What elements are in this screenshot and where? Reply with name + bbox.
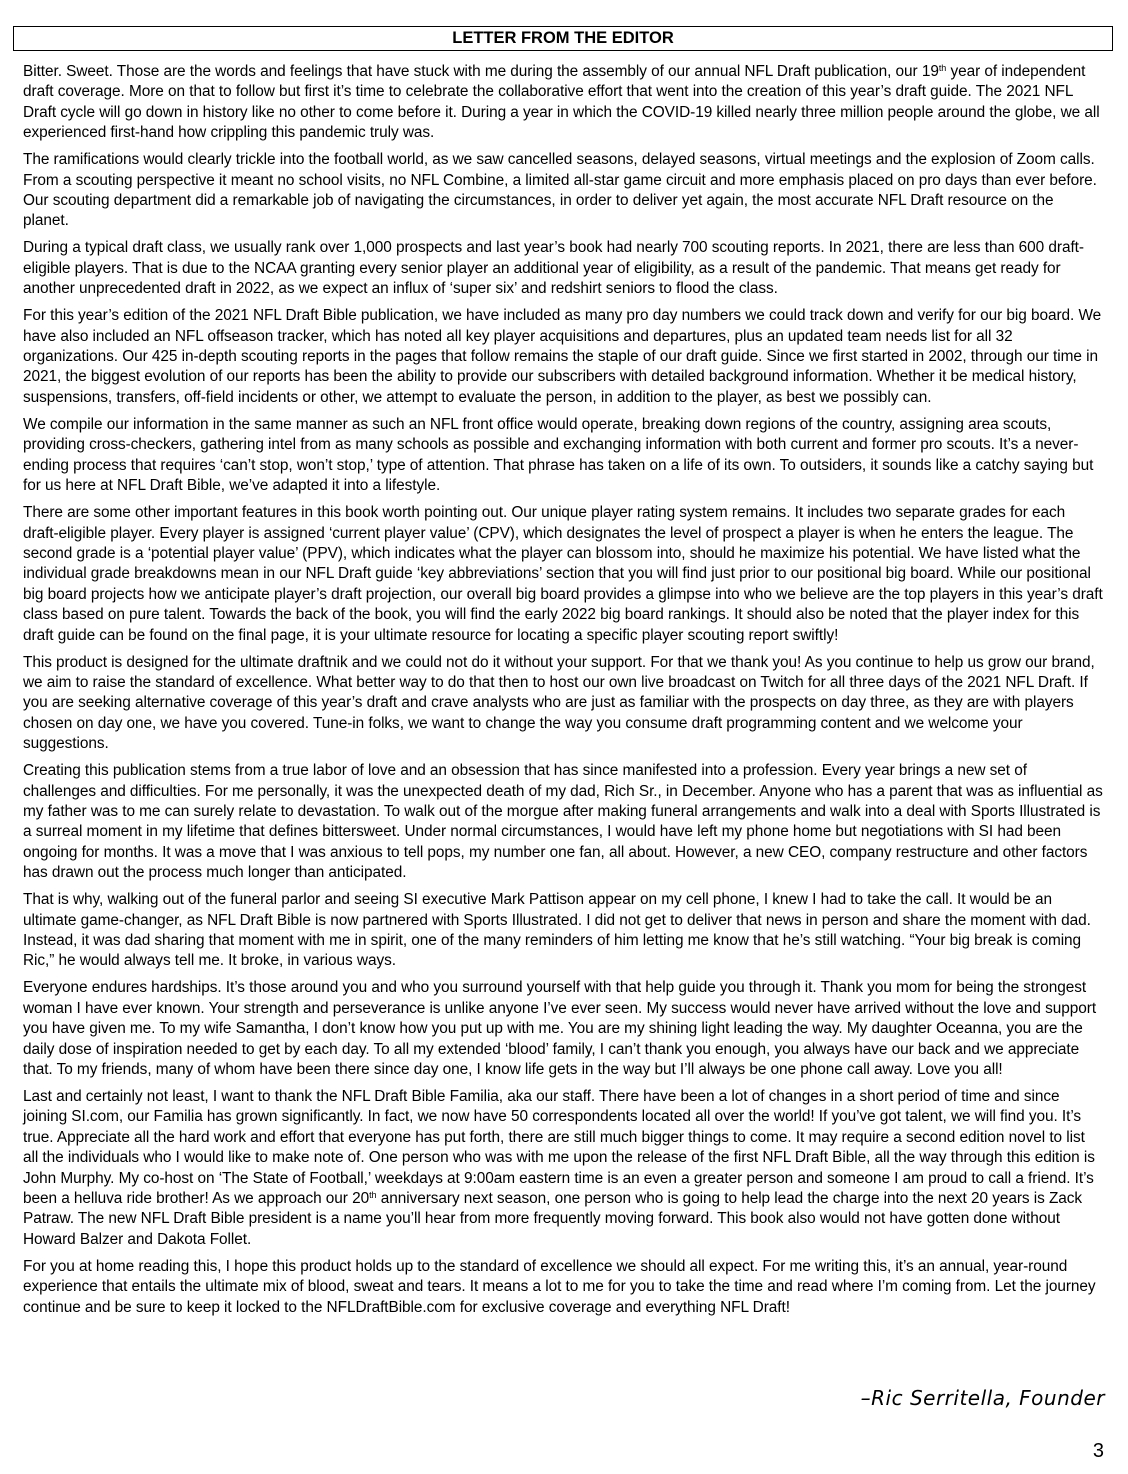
signature: –Ric Serritella, Founder bbox=[860, 1386, 1105, 1410]
body-paragraph: For this year’s edition of the 2021 NFL Draft Bible publication, we have included as many pro day numbers we could track down and verify for our big board. We have also included an NFL offseason tracker, which has noted all key player acquisitions and departures, plus an updated team needs list for all 32 organizations. Our 425 in-depth scouting reports in the pages that follow remains the staple of our draft guide. Since we first started in 2002, through our time in 2021, the biggest evolution of our reports has been the ability to provide our subscribers with detailed background information. Whether it be medical history, suspensions, transfers, off-field incidents or other, we attempt to evaluate the person, in addition to the player, as best we possibly can. bbox=[23, 307, 1102, 406]
page-title: LETTER FROM THE EDITOR bbox=[13, 26, 1113, 51]
body-paragraph: Last and certainly not least, I want to thank the NFL Draft Bible Familia, aka our staff. There have been a lot of changes in a short period of time and since joining SI.com, our Familia has grown significantly. In fact, we now have 50 correspondents located all over the world! If you’ve got talent, we will find you. It’s true. Appreciate all the hard work and effort that everyone has put forth, there are still much bigger things to come. It may require a second edition novel to list all the individuals who I would like to make note of. One person who was with me upon the release of the first NFL Draft Bible, all the way through this edition is John Murphy. My co-host on ‘The State of Football,’ weekdays at 9:00am eastern time is an even a greater person and someone I am proud to call a friend. It’s been a helluva ride brother! As we approach our 20th anniversary next season, one person who is going to help lead the charge into the next 20 years is Zack Patraw. The new NFL Draft Bible president is a name you’ll hear from more frequently moving forward. This book also would not have gotten done without Howard Balzer and Dakota Follet. bbox=[23, 1088, 1095, 1248]
body-paragraph: Bitter. Sweet. Those are the words and feelings that have stuck with me during the assembly of our annual NFL Draft publication, our 19th year of independent draft coverage. More on that to follow but first it’s time to celebrate the collaborative effort that went into the creation of this year’s draft guide. The 2021 NFL Draft cycle will go down in history like no other to come before it. During a year in which the COVID-19 killed nearly three million people around the globe, we all experienced first-hand how crippling this pandemic truly was. bbox=[23, 63, 1100, 142]
body-paragraph: That is why, walking out of the funeral parlor and seeing SI executive Mark Pattison appear on my cell phone, I knew I had to take the call. It would be an ultimate game-changer, as NFL Draft Bible is now partnered with Sports Illustrated. I did not get to deliver that news in person and share the moment with dad. Instead, it was dad sharing that moment with me in spirit, one of the many reminders of him letting me know that he’s still watching. “Your big break is coming Ric,” he would always tell me. It broke, in various ways. bbox=[23, 891, 1091, 970]
body-paragraph: This product is designed for the ultimate draftnik and we could not do it without your support. For that we thank you! As you continue to help us grow our brand, we aim to raise the standard of excellence. What better way to do that then to host our own live broadcast on Twitch for all three days of the 2021 NFL Draft. If you are seeking alternative coverage of this year’s draft and crave analysts who are just as familiar with the prospects on day three, as they are with players chosen on day one, we have you covered. Tune-in folks, we want to change the way you consume draft programming content and we welcome your suggestions. bbox=[23, 653, 1095, 753]
body-paragraph: The ramifications would clearly trickle into the football world, as we saw cancelled seasons, delayed seasons, virtual meetings and the explosion of Zoom calls. From a scouting perspective it meant no school visits, no NFL Combine, a limited all-star game circuit and more emphasis placed on pro days than ever before. Our scouting department did a remarkable job of navigating the circumstances, in order to deliver yet again, the most accurate NFL Draft resource on the planet. bbox=[23, 151, 1097, 230]
body-paragraph: Everyone endures hardships. It’s those around you and who you surround yourself with that help guide you through it. Thank you mom for being the strongest woman I have ever known. Your strength and perseverance is unlike anyone I’ve ever seen. My success would never have arrived without the love and support you have given me. To my wife Samantha, I don’t know how you put up with me. You are my shining light leading the way. My daughter Oceanna, you are the daily dose of inspiration needed to get by each day. To all my extended ‘blood’ family, I can’t thank you enough, you always have our back and we appreciate that. To my friends, many of whom have been there since day one, I know life gets in the way but I’ll always be one phone call away. Love you all! bbox=[23, 979, 1097, 1079]
body-paragraph: There are some other important features in this book worth pointing out. Our unique player rating system remains. It includes two separate grades for each draft-eligible player. Every player is assigned ‘current player value’ (CPV), which designates the level of prospect a player is when he enters the league. The second grade is a ‘potential player value’ (PPV), which indicates what the player can blossom into, should he maximize his potential. We have listed what the individual grade breakdowns mean in our NFL Draft guide ‘key abbreviations’ section that you will find just prior to our positional big board. While our positional big board projects how we anticipate player’s draft projection, our overall big board provides a glimpse into who we believe are the top players in this year’s draft class based on pure talent. Towards the back of the book, you will find the early 2022 big board rankings. It should also be noted that the player index for this draft guide can be found on the final page, it is your ultimate resource for locating a specific player scouting report swiftly! bbox=[23, 504, 1103, 644]
letter-body bbox=[23, 62, 1103, 1325]
body-paragraph: Creating this publication stems from a true labor of love and an obsession that has since manifested into a profession. Every year brings a new set of challenges and difficulties. For me personally, it was the unexpected death of my dad, Rich Sr., in December. Anyone who has a parent that was as influential as my father was to me can surely relate to devastation. To walk out of the morgue after making funeral arrangements and walk into a deal with Sports Illustrated is a surreal moment in my lifetime that defines bittersweet. Under normal circumstances, I would have left my phone home but negotiations with SI had been ongoing for months. It was a move that I was anxious to tell pops, my number one fan, all about. However, a new CEO, company restructure and other factors has drawn out the process much longer than anticipated. bbox=[23, 762, 1103, 882]
body-paragraph: We compile our information in the same manner as such an NFL front office would operate, breaking down regions of the country, assigning area scouts, providing cross-checkers, gathering intel from as many schools as possible and exchanging information with both current and former pro scouts. It’s a never-ending process that requires ‘can’t stop, won’t stop,’ type of attention. That phrase has taken on a life of its own. To outsiders, it sounds like a catchy saying but for us here at NFL Draft Bible, we’ve adapted it into a lifestyle. bbox=[23, 415, 1094, 495]
body-paragraph: During a typical draft class, we usually rank over 1,000 prospects and last year’s book had nearly 700 scouting reports. In 2021, there are less than 600 draft-eligible players. That is due to the NCAA granting every senior player an additional year of eligibility, as a result of the pandemic. That means get ready for another unprecedented draft in 2022, as we expect an influx of ‘super six’ and redshirt seniors to flood the class. bbox=[23, 239, 1084, 298]
page-number: 3 bbox=[1092, 1440, 1104, 1462]
body-paragraph: For you at home reading this, I hope this product holds up to the standard of excellence we should all expect. For me writing this, it’s an annual, year-round experience that entails the ultimate mix of blood, sweat and tears. It means a lot to me for you to take the time and read where I’m coming from. Let the journey continue and be sure to keep it locked to the NFLDraftBible.com for exclusive coverage and everything NFL Draft! bbox=[23, 1257, 1096, 1316]
